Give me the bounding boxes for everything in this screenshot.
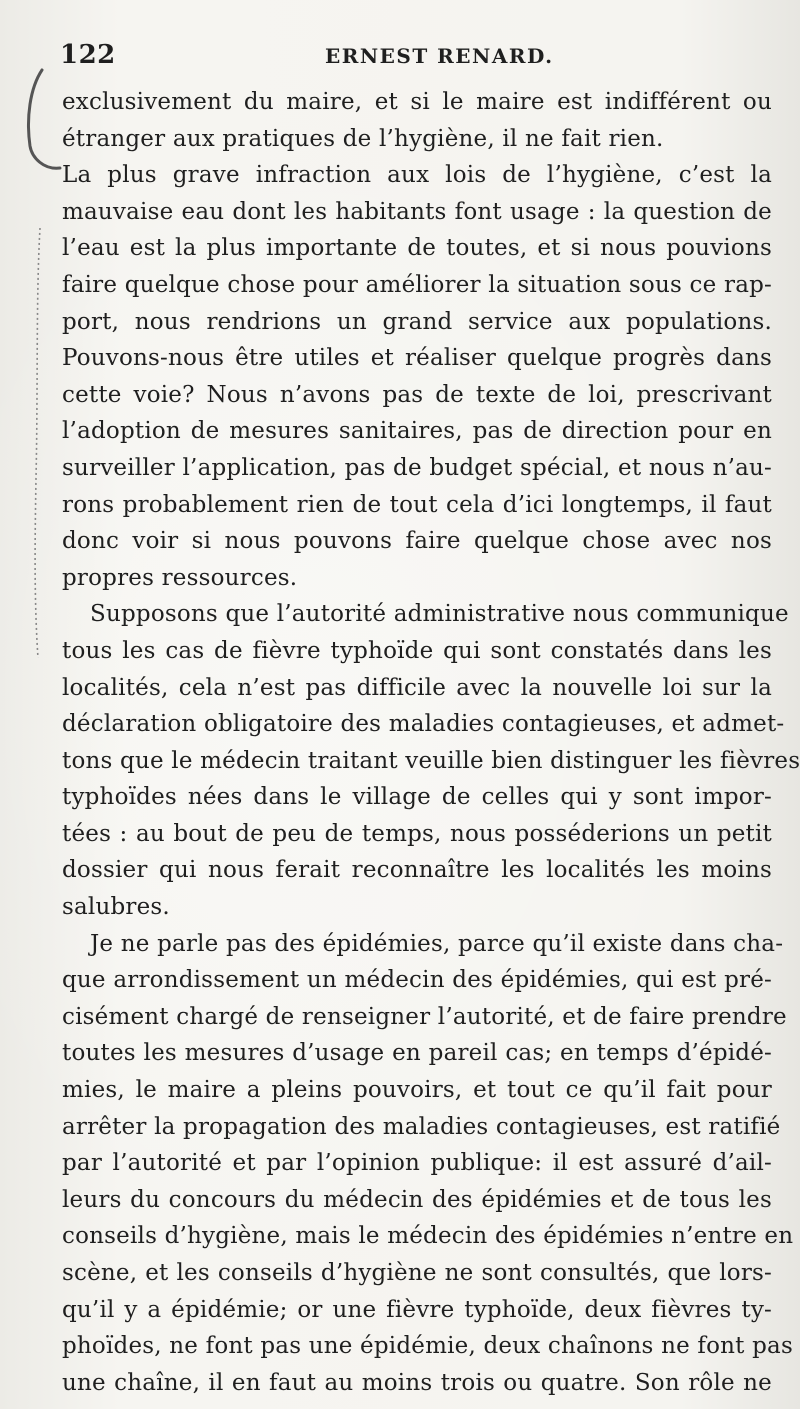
text-line: donc voir si nous pouvons faire quelque chose avec nos bbox=[62, 528, 772, 555]
text-line: conseils d’hygiène, mais le médecin des épidémies n’entre en bbox=[62, 1223, 794, 1250]
text-line: La plus grave infraction aux lois de l’hygiène, c’est la bbox=[62, 162, 772, 189]
text-line: scène, et les conseils d’hygiène ne sont consultés, que lors- bbox=[62, 1260, 772, 1286]
text-line: une chaîne, il en faut au moins trois ou quatre. Son rôle ne bbox=[62, 1369, 772, 1396]
text-line: mies, le maire a pleins pouvoirs, et tout ce qu’il fait pour bbox=[62, 1077, 772, 1104]
text-line: dossier qui nous ferait reconnaître les localités les moins bbox=[62, 857, 772, 884]
text-line: Supposons que l’autorité administrative nous communique bbox=[90, 601, 789, 628]
text-line: exclusivement du maire, et si le maire est indifférent ou bbox=[62, 89, 772, 115]
text-line: Je ne parle pas des épidémies, parce qu’il existe dans cha- bbox=[90, 930, 784, 957]
page-number: 122 bbox=[60, 40, 116, 70]
text-line: phoïdes, ne font pas une épidémie, deux chaînons ne font pas bbox=[62, 1333, 793, 1360]
text-line: cisément chargé de renseigner l’autorité, et de faire prendre bbox=[62, 1003, 787, 1030]
text-line: typhoïdes nées dans le village de celles qui y sont impor- bbox=[62, 784, 772, 811]
text-line: l’adoption de mesures sanitaires, pas de direction pour en bbox=[62, 418, 772, 445]
text-line: que arrondissement un médecin des épidémies, qui est pré- bbox=[62, 967, 772, 994]
text-line: surveiller l’application, pas de budget spécial, et nous n’au- bbox=[62, 454, 772, 481]
page-header bbox=[60, 40, 760, 80]
text-line: propres ressources. bbox=[62, 564, 298, 591]
text-line: arrêter la propagation des maladies contagieuses, est ratifié bbox=[62, 1113, 781, 1140]
text-line: mauvaise eau dont les habitants font usage : la question de bbox=[62, 198, 772, 225]
text-line: qu’il y a épidémie; or une fièvre typhoïde, deux fièvres ty- bbox=[62, 1296, 772, 1323]
text-line: tons que le médecin traitant veuille bien distinguer les fièvres bbox=[62, 747, 800, 774]
body-text bbox=[62, 84, 800, 1401]
running-head: ERNEST RENARD. bbox=[325, 44, 554, 68]
text-line: par l’autorité et par l’opinion publique: il est assuré d’ail- bbox=[62, 1150, 772, 1177]
text-line: cette voie? Nous n’avons pas de texte de loi, prescrivant bbox=[62, 381, 772, 408]
text-line: tous les cas de fièvre typhoïde qui sont constatés dans les bbox=[62, 637, 772, 664]
text-line: faire quelque chose pour améliorer la situation sous ce rap- bbox=[62, 271, 772, 298]
text-line: déclaration obligatoire des maladies contagieuses, et admet- bbox=[62, 711, 785, 738]
text-line: l’eau est la plus importante de toutes, et si nous pouvions bbox=[62, 235, 772, 262]
text-line: Pouvons-nous être utiles et réaliser quelque progrès dans bbox=[62, 345, 772, 372]
text-line: tées : au bout de peu de temps, nous posséderions un petit bbox=[62, 820, 772, 847]
text-line: toutes les mesures d’usage en pareil cas; en temps d’épidé- bbox=[62, 1040, 772, 1067]
text-line: port, nous rendrions un grand service aux populations. bbox=[62, 308, 772, 335]
text-line: salubres. bbox=[62, 894, 170, 921]
text-line: localités, cela n’est pas difficile avec la nouvelle loi sur la bbox=[62, 674, 772, 701]
text-line: étranger aux pratiques de l’hygiène, il ne fait rien. bbox=[62, 125, 664, 152]
text-line: rons probablement rien de tout cela d’ici longtemps, il faut bbox=[62, 491, 772, 518]
text-line: leurs du concours du médecin des épidémies et de tous les bbox=[62, 1186, 772, 1213]
